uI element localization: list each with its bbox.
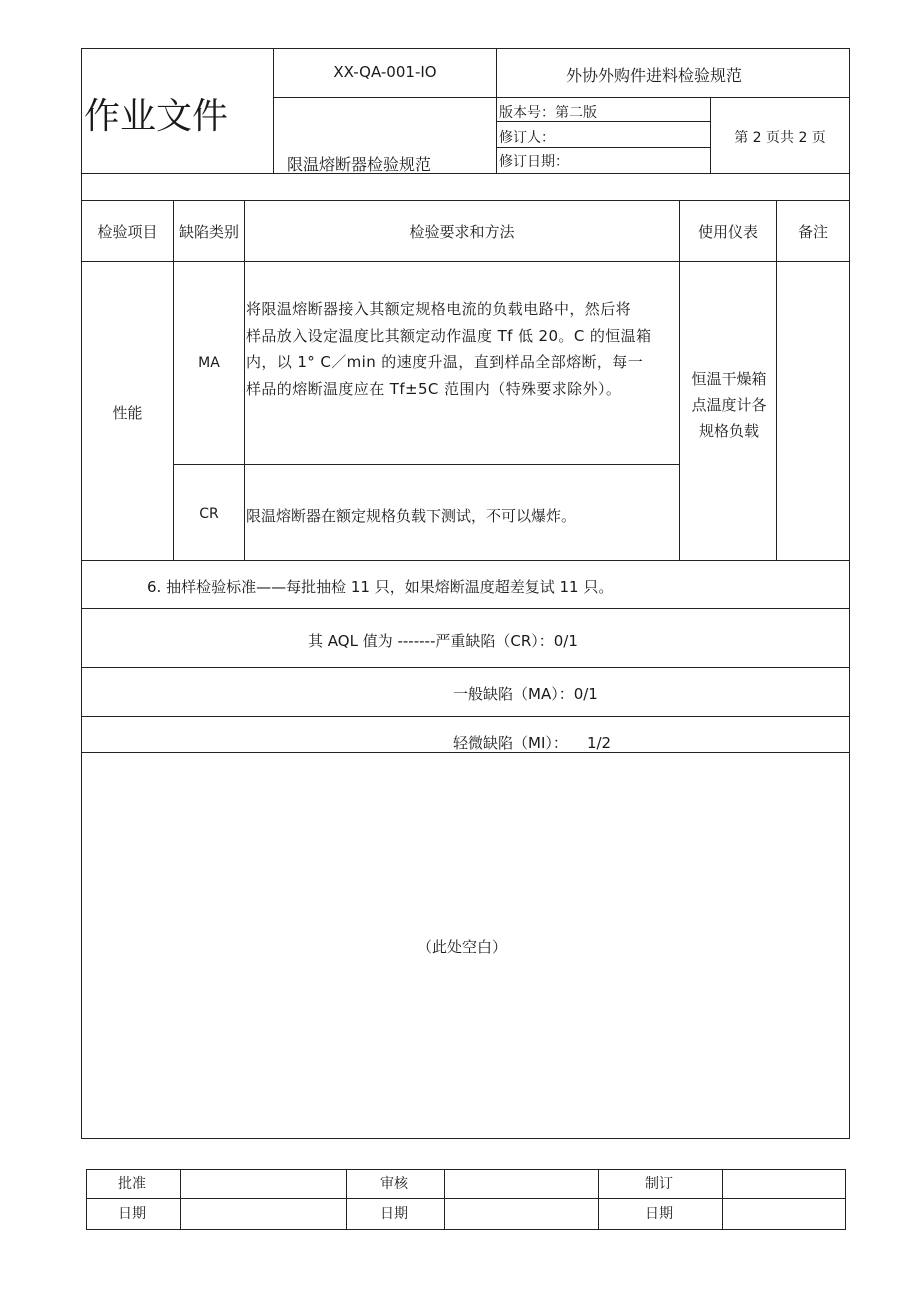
col-inspection-item: 检验项目: [97, 223, 158, 241]
signoff-draft-label: 制订: [645, 1176, 673, 1192]
instrument-list: [681, 366, 777, 444]
method-ma-line: 内，以 1° C／min 的速度升温，直到样品全部熔断，每一: [246, 353, 644, 371]
reviser-label: 修订人：: [499, 130, 555, 146]
signoff-approve-label: 批准: [118, 1176, 146, 1192]
instrument-line: 恒温干燥箱: [691, 370, 767, 388]
signoff-approve-date-label: 日期: [118, 1206, 146, 1222]
sub-title: 限温熔断器检验规范: [287, 155, 432, 174]
col-method: 检验要求和方法: [409, 223, 515, 241]
inspection-item-performance: 性能: [112, 404, 143, 422]
signoff-draft-date-label: 日期: [645, 1206, 673, 1222]
category-cr: CR: [199, 506, 219, 522]
doc-number: XX-QA-001-IO: [333, 63, 437, 81]
doc-title: 外协外购件进料检验规范: [566, 66, 743, 85]
signoff-review-date-label: 日期: [380, 1206, 408, 1222]
sampling-standard: 6. 抽样检验标准——每批抽检 11 只，如果熔断温度超差复试 11 只。: [147, 578, 614, 596]
method-ma-line: 将限温熔断器接入其额定规格电流的负载电路中，然后将: [246, 300, 632, 318]
revise-date-label: 修订日期：: [499, 154, 569, 170]
method-ma: [246, 296, 682, 402]
col-instrument: 使用仪表: [697, 223, 758, 241]
aql-minor: 轻微缺陷（MI）： 1/2: [453, 734, 612, 752]
col-defect-category: 缺陷类别: [178, 223, 239, 241]
aql-major: 一般缺陷（MA）：0/1: [453, 685, 598, 703]
doc-type: 作业文件: [84, 96, 229, 137]
method-ma-line: 样品放入设定温度比其额定动作温度 Tf 低 20。C 的恒温箱: [246, 326, 652, 345]
blank-note: （此处空白）: [417, 938, 508, 956]
instrument-line: 规格负载: [698, 422, 759, 440]
col-remark: 备注: [797, 223, 828, 241]
method-ma-line: 样品的熔断温度应在 Tf±5C 范围内（特殊要求除外）。: [246, 379, 622, 398]
aql-critical: 其 AQL 值为 -------严重缺陷（CR）：0/1: [308, 632, 578, 650]
version-label: 版本号：第二版: [499, 105, 597, 121]
signoff-review-label: 审核: [380, 1176, 408, 1192]
method-cr: 限温熔断器在额定规格负载下测试，不可以爆炸。: [246, 507, 577, 525]
page-info: 第 2 页共 2 页: [734, 130, 826, 146]
category-ma: MA: [198, 355, 220, 371]
instrument-line: 点温度计各: [691, 396, 767, 414]
